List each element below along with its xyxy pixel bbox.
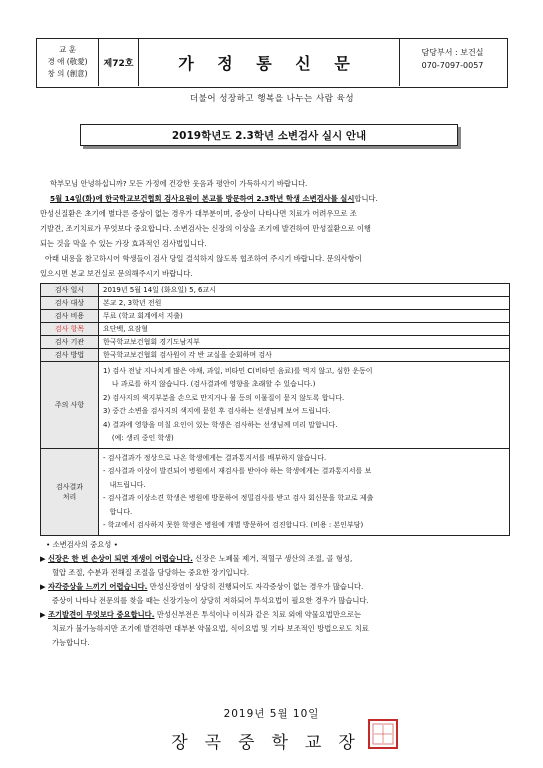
- caution-item: (예: 생리 중인 학생): [103, 434, 174, 442]
- exam-announcement: 5월 14일(화)에 한국학교보건협회 검사요원이 본교를 방문하여 2.3학년 학생 소변검사를 실시: [50, 194, 355, 203]
- intro-line: [40, 191, 510, 206]
- department: 담당부서 : 보건실: [421, 48, 484, 57]
- intro-line: 만성신질환은 초기에 별다른 증상이 없는 경우가 대부분이며, 증상이 나타나면 치료가 어려우므로 조: [40, 209, 357, 218]
- table-row: [41, 449, 509, 535]
- issue-number: 제72호: [99, 39, 139, 86]
- importance-heading: • 소변검사의 중요성 •: [46, 540, 118, 549]
- bullet-icon: ▶: [40, 582, 46, 591]
- importance-text: 신장은 노폐물 제거, 적혈구 생산의 조절, 골 형성,: [192, 554, 353, 563]
- caution-list: [99, 362, 377, 448]
- row-label-text: 검사결과: [55, 483, 84, 491]
- importance-text: 만성신부전은 투석이나 이식과 같은 치료 외에 약물요법만으로는: [154, 610, 362, 619]
- row-label: 검사 기관: [41, 336, 99, 348]
- newsletter-title: 가 정 통 신 문: [138, 39, 400, 86]
- exam-info-table: [40, 283, 510, 536]
- row-value: 한국학교보건협회 검사원이 각 반 교실을 순회하며 검사: [103, 351, 272, 359]
- table-row: [41, 323, 509, 336]
- intro-line: 되는 것을 막을 수 있는 가장 효과적인 검사법입니다.: [40, 239, 207, 248]
- greeting: 학부모님 안녕하십니까? 모든 가정에 건강한 웃음과 평안이 가득하시기 바랍니다.: [50, 179, 308, 188]
- caution-item: 나 과로를 하지 않습니다. (검사결과에 영향을 초래할 수 있습니다.): [103, 380, 316, 388]
- row-label: 검사 비용: [41, 310, 99, 322]
- official-seal-icon: [366, 717, 400, 751]
- bullet-icon: ▶: [40, 554, 46, 563]
- table-row: [41, 349, 509, 362]
- contact-cell: [399, 39, 506, 86]
- result-item: 합니다.: [103, 507, 133, 516]
- table-row: [41, 362, 509, 449]
- table-row: [41, 310, 509, 323]
- importance-bold: 자각증상을 느끼기 어렵습니다.: [47, 582, 148, 591]
- intro-text: 합니다.: [354, 194, 378, 203]
- row-value: 2019년 5월 14일 (화요일) 5, 6교시: [103, 286, 216, 294]
- row-value: 요단백, 요잠혈: [103, 325, 149, 333]
- intro-line: 기발견, 조기치료가 무엇보다 중요합니다. 소변검사는 신장의 이상을 조기에 발견하여 만성질환으로 이행: [40, 224, 371, 233]
- importance-point: [40, 608, 510, 622]
- result-item: - 검사결과가 정상으로 나온 학생에게는 결과통지서를 배부하지 않습니다.: [103, 453, 327, 462]
- importance-point: [40, 580, 510, 594]
- row-value: 무료 (학교 회계에서 지출): [103, 312, 183, 320]
- row-label-text: 처리: [62, 493, 77, 501]
- row-label: 검사 대상: [41, 297, 99, 309]
- notice-title: 2019학년도 2.3학년 소변검사 실시 안내: [80, 124, 458, 146]
- importance-bold: 신장은 한 번 손상이 되면 재생이 어렵습니다.: [47, 554, 193, 563]
- result-item: - 학교에서 검사하지 못한 학생은 병원에 개별 방문하여 검진합니다. (비용 : 본인부담): [103, 521, 364, 529]
- phone-number: 070-7097-0057: [421, 61, 484, 70]
- importance-section: [40, 538, 510, 650]
- caution-item: 1) 검사 전날 지나치게 많은 야채, 과일, 비타민 C(비타민 음료)를 먹지 않고, 심한 운동이: [103, 366, 373, 375]
- result-item: - 검사결과 이상소견 학생은 병원에 방문하여 정밀검사를 받고 검사 회신문을 학교로 제출: [103, 494, 374, 502]
- caution-item: 3) 중간 소변을 검사지의 색지에 묻힌 후 검사하는 선생님께 보여 드립니다.: [103, 407, 331, 415]
- intro-line: 아래 내용을 참고하시어 학생들이 검사 당일 결석하지 않도록 협조하여 주시기 바랍니다. 문의사항이: [45, 254, 362, 263]
- motto-item: 창 의 (創意): [47, 69, 88, 78]
- caution-item: 4) 결과에 영향을 미칠 요인이 있는 학생은 검사하는 선생님께 미리 말합니다.: [103, 420, 338, 429]
- importance-text: 만성신장염이 상당히 진행되어도 자각증상이 없는 경우가 많습니다.: [147, 582, 364, 591]
- row-value: 한국학교보건협회 경기도남지부: [103, 338, 200, 346]
- caution-item: 2) 검사지의 색지부분을 손으로 만지거나 물 등의 이물질이 묻지 않도록 합니다.: [103, 393, 345, 402]
- row-value: 본교 2, 3학년 전원: [103, 299, 162, 307]
- principal-signature: 장곡중학교장: [171, 733, 372, 753]
- slogan: 더불어 성장하고 행복을 나누는 사람 육성: [189, 94, 355, 104]
- importance-bold: 조기발견이 무엇보다 중요합니다.: [47, 610, 155, 619]
- row-label: 주의 사항: [41, 362, 99, 448]
- row-label: 검사 항목: [41, 323, 99, 335]
- intro-line: 있으시면 본교 보건실로 문의해주시기 바랍니다.: [40, 269, 193, 278]
- importance-text: 가능합니다.: [52, 638, 90, 647]
- table-row: [41, 297, 509, 310]
- row-label: 검사 일시: [41, 284, 99, 296]
- result-list: [99, 449, 377, 535]
- row-label: 검사 방법: [41, 349, 99, 361]
- bullet-icon: ▶: [40, 610, 46, 619]
- importance-text: 치료가 불가능하지만 조기에 발견하면 대부분 약물요법, 식이요법 및 기타 보조적인 방법으로도 치료: [52, 624, 369, 633]
- intro-paragraph: [40, 176, 510, 281]
- issue-date: 2019년 5월 10일: [223, 708, 320, 720]
- importance-text: 증상이 나타나 전문의를 찾을 때는 신장기능이 상당히 저하되어 투석요법이 필요한 경우가 많습니다.: [52, 596, 369, 605]
- header-table: [36, 38, 508, 88]
- row-label: [41, 449, 99, 535]
- motto-item: 경 애 (敬愛): [47, 57, 88, 66]
- importance-text: 혈압 조절, 수분과 전해질 조절을 담당하는 중요한 장기입니다.: [52, 568, 250, 577]
- school-motto-cell: [37, 39, 99, 86]
- result-item: 내드립니다.: [103, 480, 146, 489]
- motto-label: 교 훈: [59, 45, 76, 54]
- table-row: [41, 284, 509, 297]
- importance-point: [40, 552, 510, 566]
- result-item: - 검사결과 이상이 발견되어 병원에서 재검사를 받아야 하는 학생에게는 결과통지서를 보: [103, 467, 372, 475]
- table-row: [41, 336, 509, 349]
